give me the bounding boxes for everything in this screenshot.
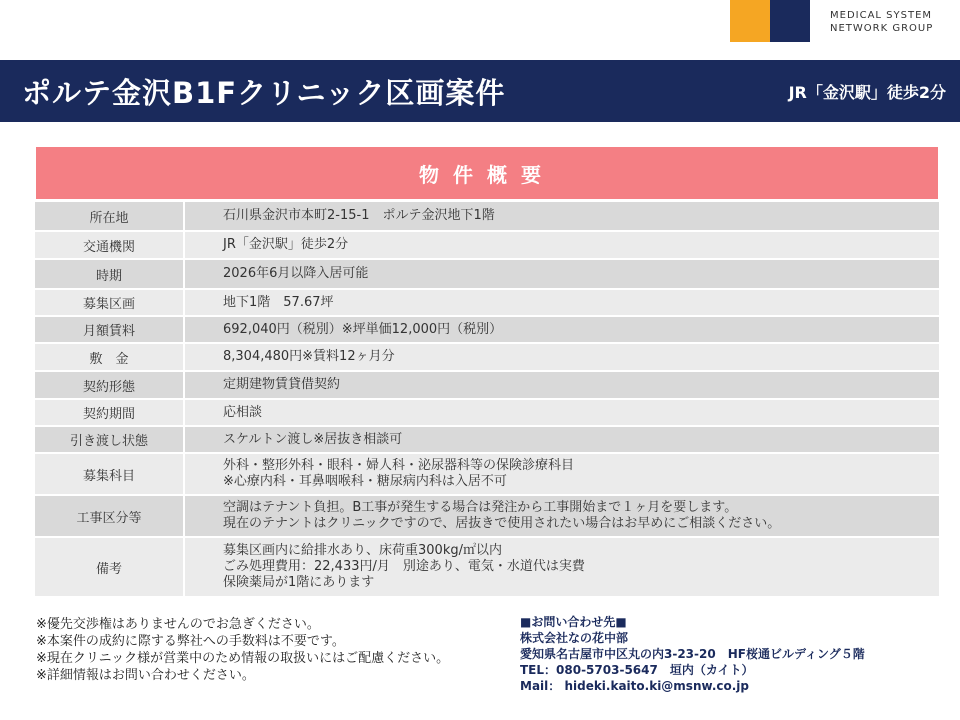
access-subtitle: JR「金沢駅」徒歩2分 (788, 82, 946, 102)
row-label: 時期 (35, 260, 185, 288)
contact-tel: TEL：080-5703-5647 垣内（カイト） (520, 663, 754, 677)
company-logo (730, 0, 810, 42)
row-value (185, 538, 939, 596)
logo-orange-square (730, 0, 770, 42)
logo-navy-square (770, 0, 810, 42)
row-value (185, 496, 939, 536)
table-row (35, 536, 939, 596)
table-body (35, 200, 939, 596)
row-label: 契約期間 (35, 400, 185, 425)
row-value-line: 保険薬局が1階にあります (223, 575, 375, 590)
row-value-line: 応相談 (223, 404, 263, 420)
property-overview-table (35, 146, 939, 596)
row-value-line: 募集区画内に給排水あり、床荷重300kg/㎡以内 (223, 543, 502, 558)
table-row (35, 230, 939, 258)
table-row (35, 342, 939, 370)
row-label: 交通機関 (35, 232, 185, 258)
row-label: 引き渡し状態 (35, 427, 185, 452)
row-value-line: 692,040円（税別）※坪単価12,000円（税別） (223, 321, 503, 337)
row-value-line: ごみ処理費用：22,433円/月 別途あり、電気・水道代は実費 (223, 559, 585, 574)
table-row (35, 452, 939, 494)
table-row (35, 425, 939, 452)
row-value-line: 現在のテナントはクリニックですので、居抜きで使用されたい場合はお早めにご相談ください。 (223, 516, 781, 531)
table-row (35, 398, 939, 425)
row-value (185, 372, 939, 398)
row-value (185, 317, 939, 342)
row-value-line: 外科・整形外科・眼科・婦人科・泌尿器科等の保険診療科目 (223, 458, 575, 473)
row-label: 所在地 (35, 202, 185, 230)
row-value-line: 2026年6月以降入居可能 (223, 266, 369, 281)
row-label: 月額賃料 (35, 317, 185, 342)
row-value (185, 202, 939, 230)
page-title: ポルテ金沢B1Fクリニック区画案件 (22, 75, 506, 110)
table-row (35, 494, 939, 536)
row-value (185, 344, 939, 370)
contact-info (520, 614, 865, 694)
row-value-line: スケルトン渡し※居抜き相談可 (223, 431, 403, 447)
table-header: 物件概要 (35, 146, 939, 200)
table-row (35, 315, 939, 342)
row-value-line: 石川県金沢市本町2-15-1 ポルテ金沢地下1階 (223, 208, 495, 223)
note-line: ※本案件の成約に際する弊社への手数料は不要です。 (36, 634, 345, 649)
logo-line-1: MEDICAL SYSTEM (830, 10, 933, 21)
row-value-line: JR「金沢駅」徒歩2分 (223, 237, 349, 252)
title-banner (0, 60, 960, 122)
row-value (185, 427, 939, 452)
row-value-line: ※心療内科・耳鼻咽喉科・糖尿病内科は入居不可 (223, 474, 507, 489)
note-line: ※優先交渉権はありませんのでお急ぎください。 (36, 617, 320, 632)
row-label: 工事区分等 (35, 496, 185, 536)
logo-line-2: NETWORK GROUP (830, 23, 934, 34)
row-value-line: 空調はテナント負担。B工事が発生する場合は発注から工事開始まで１ヶ月を要します。 (223, 500, 738, 515)
row-value-line: 8,304,480円※賃料12ヶ月分 (223, 349, 395, 364)
table-row (35, 258, 939, 288)
row-value-line: 地下1階 57.67坪 (223, 294, 334, 310)
row-label: 敷 金 (35, 344, 185, 370)
row-value (185, 290, 939, 315)
row-value (185, 454, 939, 494)
table-row (35, 370, 939, 398)
row-value (185, 260, 939, 288)
row-label: 備考 (35, 538, 185, 596)
logo-text (830, 9, 933, 35)
table-row (35, 288, 939, 315)
row-label: 募集区画 (35, 290, 185, 315)
row-label: 募集科目 (35, 454, 185, 494)
table-row (35, 200, 939, 230)
row-value (185, 400, 939, 425)
contact-heading: ■お問い合わせ先■ (520, 615, 627, 629)
note-line: ※現在クリニック様が営業中のため情報の取扱いにはご配慮ください。 (36, 651, 450, 666)
contact-address: 愛知県名古屋市中区丸の内3-23-20 HF桜通ビルディング５階 (520, 647, 865, 661)
note-line: ※詳細情報はお問い合わせください。 (36, 668, 255, 683)
contact-company: 株式会社なの花中部 (520, 631, 629, 645)
footer-notes (36, 616, 449, 684)
contact-mail: Mail： hideki.kaito.ki@msnw.co.jp (520, 679, 749, 693)
row-value-line: 定期建物賃貸借契約 (223, 377, 341, 392)
row-label: 契約形態 (35, 372, 185, 398)
row-value (185, 232, 939, 258)
